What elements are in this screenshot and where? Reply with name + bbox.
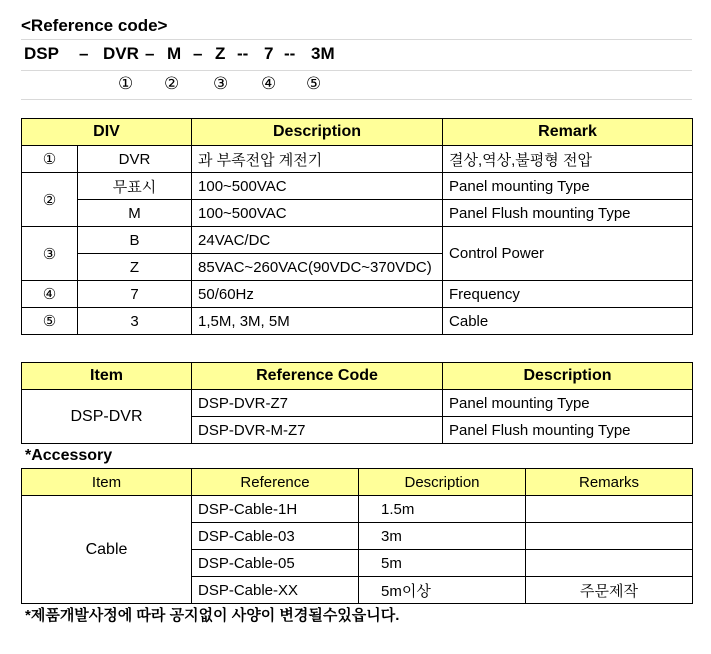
marker: ② [164,74,180,93]
div-remark: Panel Flush mounting Type [443,200,693,227]
item-code: DSP-DVR-M-Z7 [192,417,443,444]
table-row [22,496,693,523]
marker: ④ [261,74,277,93]
code-part: – [193,44,203,63]
div-mark: ④ [22,281,78,308]
item-code: DSP-DVR-Z7 [192,390,443,417]
accessory-reference-header: Reference [192,469,359,496]
accessory-reference: DSP-Cable-03 [192,523,359,550]
div-value: 무표시 [78,173,192,200]
div-remark: 결상,역상,불평형 전압 [443,146,693,173]
code-part: -- [284,44,296,63]
accessory-description: 3m [359,523,526,550]
accessory-description: 5m [359,550,526,577]
div-remark: Cable [443,308,693,335]
code-part: Z [215,44,226,63]
item-description: Panel mounting Type [443,390,693,417]
accessory-description-header: Description [359,469,526,496]
accessory-description: 1.5m [359,496,526,523]
marker: ⑤ [306,74,322,93]
description-header: Description [192,119,443,146]
marker: ③ [213,74,229,93]
div-description: 과 부족전압 계전기 [192,146,443,173]
accessory-item: Cable [22,496,192,604]
accessory-remarks-header: Remarks [526,469,693,496]
reference-code-header: Reference Code [192,363,443,390]
reference-title: <Reference code> [21,16,168,35]
div-header: DIV [22,119,192,146]
div-mark: ⑤ [22,308,78,335]
div-description: 24VAC/DC [192,227,443,254]
code-part: – [145,44,155,63]
item-header: Item [22,363,192,390]
div-description: 100~500VAC [192,173,443,200]
table-row [22,227,693,254]
div-description: 100~500VAC [192,200,443,227]
accessory-table [21,468,693,604]
div-remark: Control Power [443,227,693,281]
reference-code-line [21,39,692,70]
table-row [22,390,693,417]
accessory-reference: DSP-Cable-XX [192,577,359,604]
div-remark: Frequency [443,281,693,308]
remark-header: Remark [443,119,693,146]
div-value: M [78,200,192,227]
item-table [21,362,693,444]
table-row [22,146,693,173]
accessory-remarks [526,496,693,523]
div-value: Z [78,254,192,281]
div-description: 1,5M, 3M, 5M [192,308,443,335]
accessory-remarks [526,550,693,577]
div-mark: ① [22,146,78,173]
div-value: 3 [78,308,192,335]
code-part: M [167,44,182,63]
code-part: DSP [24,44,59,63]
table-row [22,281,693,308]
div-description: 85VAC~260VAC(90VDC~370VDC) [192,254,443,281]
table-row [22,200,693,227]
accessory-remarks [526,523,693,550]
div-mark: ③ [22,227,78,281]
accessory-item-header: Item [22,469,192,496]
code-part: – [79,44,89,63]
accessory-description: 5m이상 [359,577,526,604]
div-remark: Panel mounting Type [443,173,693,200]
div-table [21,118,693,335]
reference-markers [21,70,692,99]
code-part: 7 [264,44,274,63]
code-part: 3M [311,44,335,63]
accessory-reference: DSP-Cable-1H [192,496,359,523]
item-name: DSP-DVR [22,390,192,444]
code-part: -- [237,44,249,63]
table-row [22,308,693,335]
div-mark: ② [22,173,78,227]
div-value: DVR [78,146,192,173]
code-part: DVR [103,44,139,63]
div-value: 7 [78,281,192,308]
item-description-header: Description [443,363,693,390]
marker: ① [118,74,134,93]
spec-sheet [21,12,692,628]
footnote: *제품개발사정에 따라 공지없이 사양이 변경될수있읍니다. [25,607,400,624]
item-description: Panel Flush mounting Type [443,417,693,444]
accessory-remarks: 주문제작 [526,577,693,604]
div-description: 50/60Hz [192,281,443,308]
table-row [22,173,693,200]
accessory-title: *Accessory [25,447,113,464]
accessory-reference: DSP-Cable-05 [192,550,359,577]
div-value: B [78,227,192,254]
